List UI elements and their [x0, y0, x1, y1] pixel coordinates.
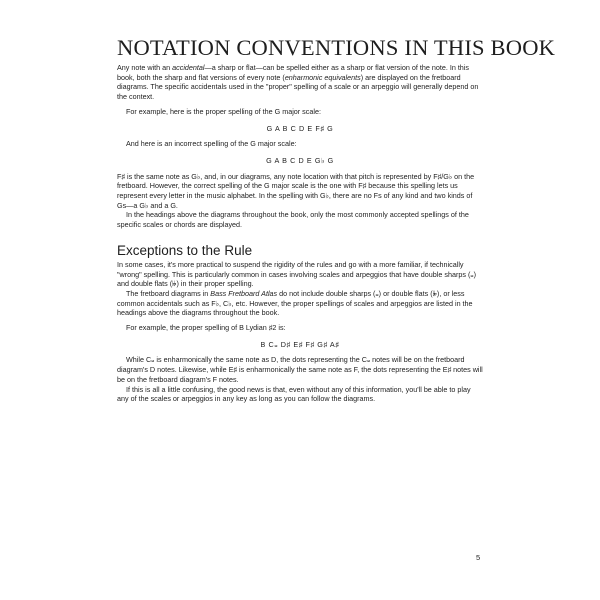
accidental-term: accidental [172, 63, 205, 72]
page-content [117, 35, 556, 404]
exceptions-paragraph-diagrams [117, 289, 483, 318]
exceptions-text-2: do not include double sharps (𝄪) or double flats (𝄫), or less common accidentals such as F♭, C♭, etc. However, the proper spellings of scales and arpeggios are listed in the headings above the diagrams throughout the book. [117, 288, 473, 318]
page-title: NOTATION CONVENTIONS IN THIS BOOK [117, 35, 556, 60]
exceptions-paragraph-intro: In some cases, it's more practical to suspend the rigidity of the rules and go with a more familiar, if technically "wrong" spelling. This is particularly common in cases involving scales and arpeggios that have double sharps (𝄪) and double flats (𝄫) in their proper spelling. [117, 259, 476, 289]
exceptions-paragraph-example: For example, the proper spelling of B Lydian ♯2 is: [126, 323, 286, 333]
intro-paragraph-explanation: F♯ is the same note as G♭, and, in our diagrams, any note location with that pitch is represented by F♯/G♭ on the fretboard. However, the correct spelling of the G major scale is the one with F♯ because this spelling lets us represent every letter in the music alphabet. In the spelling with G♭, there are no Fs of any kind and two kinds of Gs—a G♭ and a G. [117, 171, 475, 210]
intro-paragraph-incorrect: And here is an incorrect spelling of the G major scale: [126, 139, 297, 149]
enharmonic-term: enharmonic equivalents [284, 72, 361, 82]
intro-paragraph-headings: In the headings above the diagrams throughout the book, only the most commonly accepted spellings of the specific scales or chords are displayed. [117, 210, 469, 230]
exceptions-text-1: The fretboard diagrams in [126, 288, 211, 298]
page-number: 5 [476, 553, 481, 562]
intro-paragraph-accidentals [117, 63, 483, 102]
exceptions-paragraph-enharmonic: While C𝄪 is enharmonically the same note as D, the dots representing the C𝄪 notes will be on the fretboard diagram's D notes. Likewise, while E♯ is enharmonically the same note as F, the dots representing the E♯ notes will be on the fretboard diagram's F notes. [117, 355, 483, 384]
exceptions-paragraph-conclusion: If this is all a little confusing, the good news is that, even without any of this information, you'll be able to play any of the scales or arpeggios in any key as long as you can follow the diagrams. [117, 384, 471, 404]
scale-proper-spelling: G A B C D E F♯ G [266, 123, 334, 133]
scale-incorrect-spelling: G A B C D E G♭ G [266, 155, 334, 165]
section-heading-exceptions: Exceptions to the Rule [117, 242, 253, 258]
book-title-reference: Bass Fretboard Atlas [210, 288, 278, 298]
intro-text-1: Any note with an [117, 63, 173, 72]
intro-text-3: ) are displayed on the fretboard diagrams. The specific accidentals used in the "proper" spelling of a scale or an arpeggio will generally depend on the context. [117, 72, 479, 102]
intro-text-2: —a sharp or flat—can be spelled either as a sharp or flat version of the note. In this book, both the sharp and flat versions of every note ( [117, 63, 470, 82]
scale-lydian-spelling: B C𝄪 D♯ E♯ F♯ G♯ A♯ [260, 339, 340, 349]
intro-paragraph-example: For example, here is the proper spelling of the G major scale: [126, 106, 321, 116]
